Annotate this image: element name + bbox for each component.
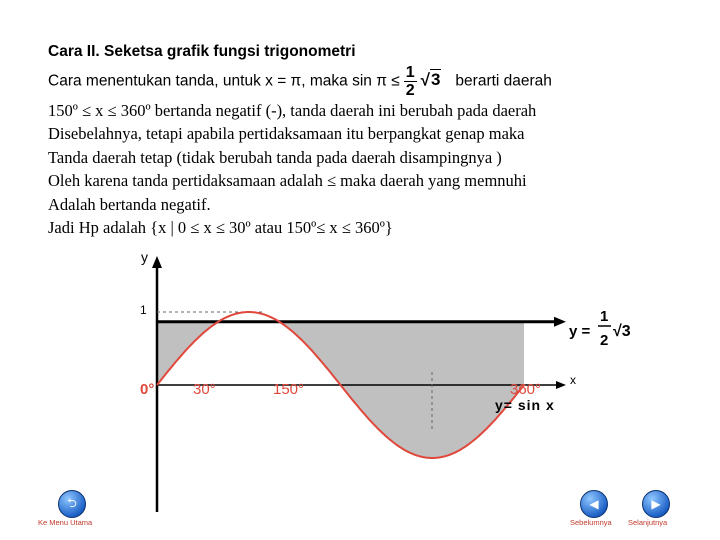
fraction-numerator: 1 [405,63,415,81]
tick-0-label: 0° [140,381,155,398]
x-axis-label: x [570,373,576,387]
y-axis-arrow [152,256,162,268]
line1-pre: Cara menentukan tanda, untuk x = π, maka sin π ≤ [48,71,400,89]
home-label: Ke Menu Utama [38,518,93,527]
text-line-5: Oleh karena tanda pertidaksamaan adalah ≤ maka daerah yang memnuhi [48,171,527,190]
line-arrow [554,317,566,327]
sqrt-radicand: 3 [430,69,441,89]
text-line-4: Tanda daerah tetap (tidak berubah tanda pada daerah disampingnya ) [48,147,502,167]
arrow-back-icon: ⮌ [67,495,77,510]
text-line-2: 150º ≤ x ≤ 360º bertanda negatif (-), tanda daerah ini berubah pada daerah [48,100,537,120]
next-label: Selanjutnya [628,518,668,527]
y-tick-1: 1 [140,303,147,317]
line-label-numerator: 1 [600,308,609,325]
text-line-6: Adalah bertanda negatif. [48,194,211,214]
tick-30-label: 30° [193,381,216,398]
triangle-left-icon: ◀ [589,497,599,511]
triangle-right-icon: ▶ [651,497,661,511]
home-button[interactable] [58,490,86,518]
line-label-sqrt: √3 [613,323,631,340]
next-button[interactable] [642,490,670,518]
line-label-prefix: y = [569,323,591,340]
line-label-denominator: 2 [600,332,609,349]
tick-360-label: 360° [510,381,542,398]
text-line-7: Jadi Hp adalah {x | 0 ≤ x ≤ 30º atau 150º≤ x ≤ 360º} [48,218,393,237]
y-axis-label: y [141,249,148,265]
line1-post: berarti daerah [455,71,552,89]
section-title: Cara II. Seketsa grafik fungsi trigonometri [48,43,356,60]
sqrt-symbol: √ [420,69,430,89]
shaded-region-left [157,322,218,385]
x-axis-arrow [556,381,566,389]
tick-150-label: 150° [273,381,305,398]
previous-label: Sebelumnya [570,518,612,527]
previous-button[interactable] [580,490,608,518]
text-line-3: Disebelahnya, tetapi apabila pertidaksamaan itu berpangkat genap maka [48,124,525,143]
shaded-region-right [279,322,524,458]
fraction-denominator: 2 [405,81,415,99]
curve-label: y= sin x [495,397,555,413]
